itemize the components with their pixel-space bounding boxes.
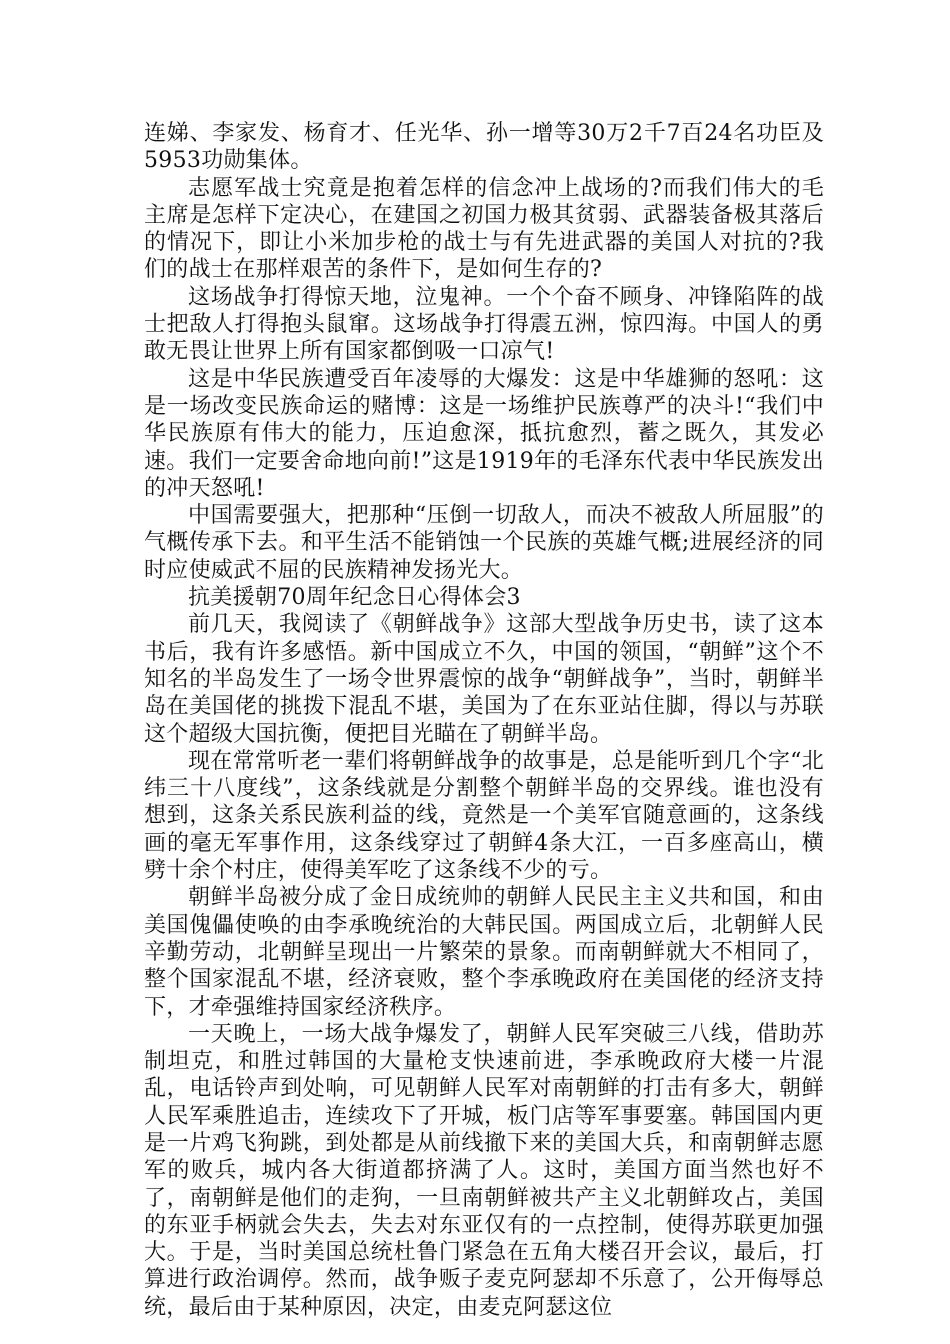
document-body	[144, 120, 824, 1321]
paragraph: 前几天，我阅读了《朝鲜战争》这部大型战争历史书，读了这本书后，我有许多感悟。新中国成立不久，中国的领国，“朝鲜”这个不知名的半岛发生了一场令世界震惊的战争“朝鲜战争”，当时，朝鲜半岛在美国佬的挑拨下混乱不堪，美国为了在东亚站住脚，得以与苏联这个超级大国抗衡，便把目光瞄在了朝鲜半岛。	[144, 612, 824, 747]
paragraph: 这是中华民族遭受百年凌辱的大爆发：这是中华雄狮的怒吼：这是一场改变民族命运的赌博：这是一场维护民族尊严的决斗!“我们中华民族原有伟大的能力，压迫愈深，抵抗愈烈，蓄之既久，其发必速。我们一定要舍命地向前!”这是1919年的毛泽东代表中华民族发出的冲天怒吼!	[144, 366, 824, 501]
paragraph: 这场战争打得惊天地，泣鬼神。一个个奋不顾身、冲锋陷阵的战士把敌人打得抱头鼠窜。这场战争打得震五洲，惊四海。中国人的勇敢无畏让世界上所有国家都倒吸一口凉气!	[144, 284, 824, 365]
paragraph: 一天晚上，一场大战争爆发了，朝鲜人民军突破三八线，借助苏制坦克，和胜过韩国的大量枪支快速前进，李承晚政府大楼一片混乱，电话铃声到处响，可见朝鲜人民军对南朝鲜的打击有多大，朝鲜人民军乘胜追击，连续攻下了开城，板门店等军事要塞。韩国国内更是一片鸡飞狗跳，到处都是从前线撤下来的美国大兵，和南朝鲜志愿军的败兵，城内各大街道都挤满了人。这时，美国方面当然也好不了，南朝鲜是他们的走狗，一旦南朝鲜被共产主义北朝鲜攻占，美国的东亚手柄就会失去，失去对东亚仅有的一点控制，使得苏联更加强大。于是，当时美国总统杜鲁门紧急在五角大楼召开会议，最后，打算进行政治调停。然而，战争贩子麦克阿瑟却不乐意了，公开侮辱总统，最后由于某种原因，决定，由麦克阿瑟这位	[144, 1021, 824, 1320]
paragraph: 中国需要强大，把那种“压倒一切敌人，而决不被敌人所屈服”的气概传承下去。和平生活不能销蚀一个民族的英雄气概;进展经济的同时应使威武不屈的民族精神发扬光大。	[144, 503, 824, 583]
paragraph: 志愿军战士究竟是抱着怎样的信念冲上战场的?而我们伟大的毛主席是怎样下定决心，在建国之初国力极其贫弱、武器装备极其落后的情况下，即让小米加步枪的战士与有先进武器的美国人对抗的?我们的战士在那样艰苦的条件下，是如何生存的?	[144, 175, 824, 283]
section-heading: 抗美援朝70周年纪念日心得体会3	[188, 585, 521, 611]
paragraph: 朝鲜半岛被分成了金日成统帅的朝鲜人民民主主义共和国，和由美国傀儡使唤的由李承晚统治的大韩民国。两国成立后，北朝鲜人民辛勤劳动，北朝鲜呈现出一片繁荣的景象。而南朝鲜就大不相同了，整个国家混乱不堪，经济衰败，整个李承晚政府在美国佬的经济支持下，才牵强维持国家经济秩序。	[144, 885, 824, 1020]
paragraph: 现在常常听老一辈们将朝鲜战争的故事是，总是能听到几个字“北纬三十八度线”，这条线就是分割整个朝鲜半岛的交界线。谁也没有想到，这条关系民族利益的线，竟然是一个美军官随意画的，这条线画的毫无军事作用，这条线穿过了朝鲜4条大江，一百多座高山，横劈十余个村庄，使得美军吃了这条线不少的亏。	[144, 748, 824, 884]
paragraph: 连娣、李家发、杨育才、任光华、孙一增等30万2千7百24名功臣及5953功勋集体。	[144, 121, 824, 174]
